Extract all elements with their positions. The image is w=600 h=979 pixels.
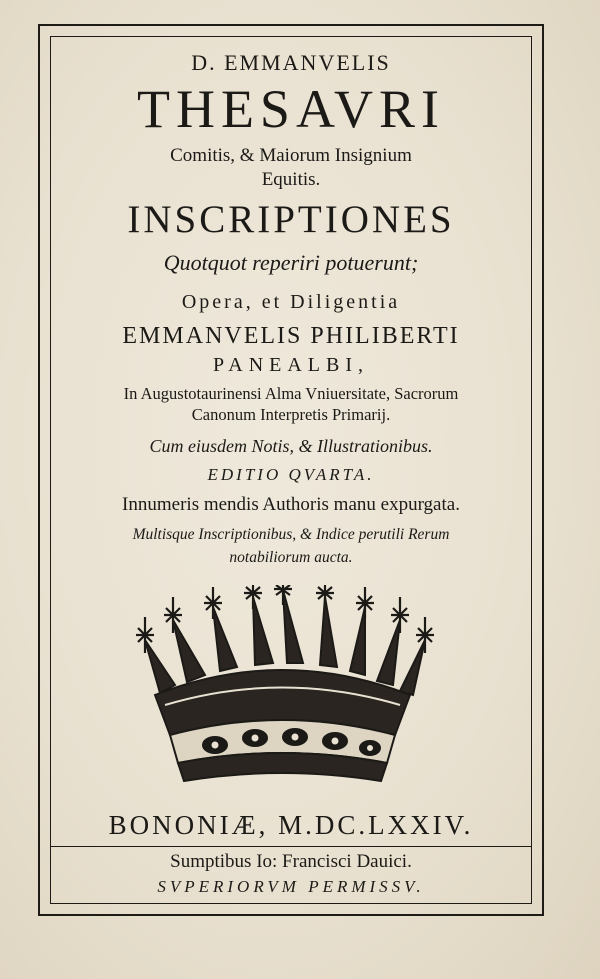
editor-affiliation-cont: Canonum Interpretis Primarij. (191, 405, 391, 424)
publisher-line: Sumptibus Io: Francisci Dauici. (170, 851, 412, 872)
addition-line: Multisque Inscriptionibus, & Indice perutili Rerum (132, 526, 450, 543)
expurgata-line: Innumeris mendis Authoris manu expurgata. (122, 494, 460, 515)
editor-name: EMMANVELIS PHILIBERTI (122, 323, 460, 349)
crown-woodcut (125, 585, 440, 795)
editor-affiliation: In Augustotaurinensi Alma Vniuersitate, Sacrorum (123, 384, 459, 403)
author-title: Comitis, & Maiorum Insignium (170, 145, 412, 166)
author-name: THESAVRI (136, 79, 446, 139)
book-title: INSCRIPTIONES (127, 198, 455, 241)
edition-line: EDITIO QVARTA. (207, 465, 375, 484)
editor-surname: PANEALBI, (212, 354, 370, 376)
imprint-rule (50, 846, 532, 847)
notes-line: Cum eiusdem Notis, & Illustrationibus. (149, 436, 433, 456)
opera-line: Opera, et Diligentia (181, 291, 401, 313)
author-prefix: D. EMMANVELIS (191, 50, 391, 75)
addition-line-cont: notabiliorum aucta. (229, 549, 353, 566)
permission-line: SVPERIORVM PERMISSV. (157, 877, 425, 896)
imprint: BONONIÆ, M.DC.LXXIV. (108, 810, 474, 840)
subtitle: Quotquot reperiri potuerunt; (163, 250, 419, 275)
author-title-cont: Equitis. (261, 169, 321, 190)
